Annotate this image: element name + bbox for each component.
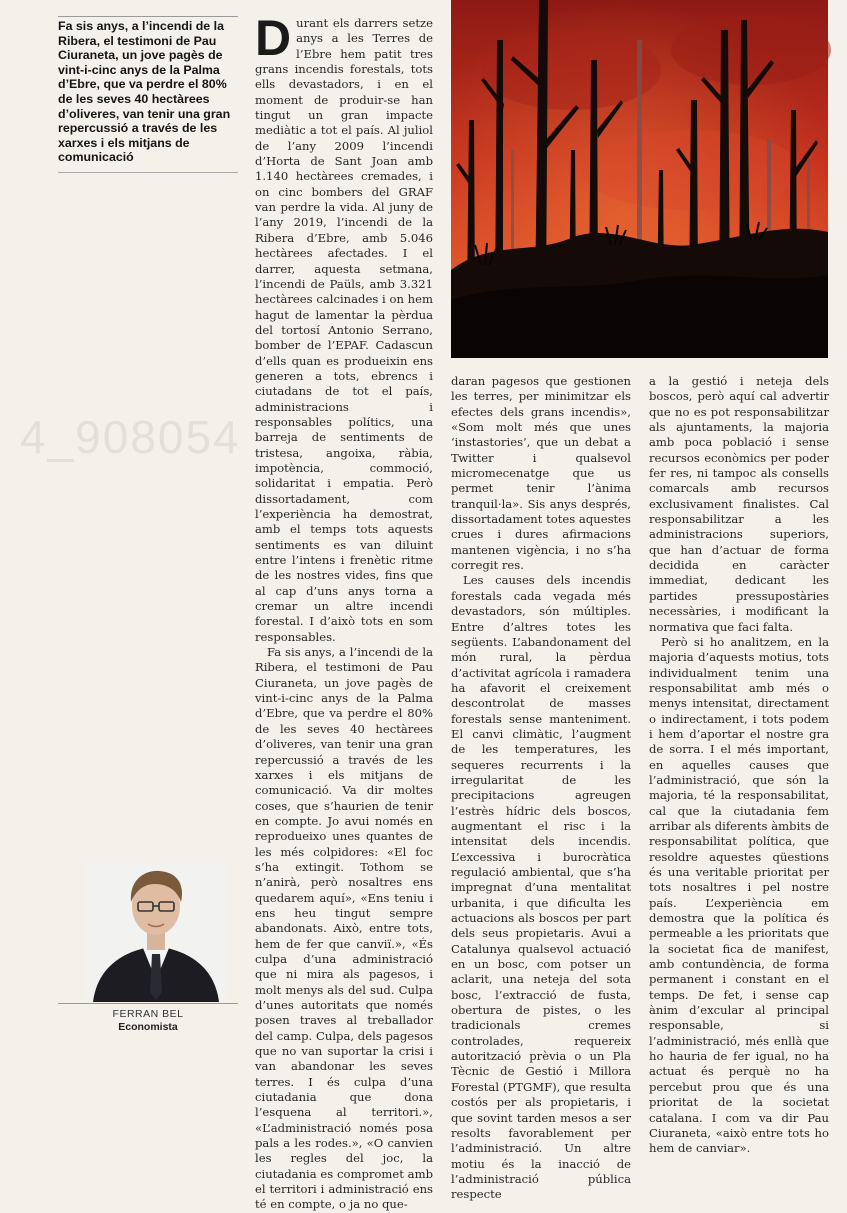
pull-quote-rule [58, 172, 238, 173]
article-paragraph: Però si ho analitzem, en la majoria d’aquests motius, tots individualment tenim una responsabilitat amb més o menys intensitat, directament o indirectament, i tots podem i hem d’aportar el nostre gra de sorra. I el més important, en aquelles causes que l’administració, que són la majoria, té la responsabilitat, cal que la ciutadania fem arribar als diferents àmbits de responsabilitat política, que resoldre aquestes qüestions és una veritable prioritat per tots nosaltres i pel nostre país. L’experiència em demostra que la política és permeable a les prioritats que la societat fica de manifest, amb contundència, de forma permanent i constant en el temps. De fet, i sense cap ànim d’excular al principal responsable, si l’administració, més enllà que ho hauria de fer igual, no ha actuat és perquè no ha percebut prou que és una prioritat de la societat catalana. I com va dir Pau Ciuraneta, «això entre tots ho hem de canviar». [649, 634, 829, 1156]
author-photo [85, 862, 227, 1002]
article-paragraph: Les causes dels incendis forestals cada vegada més devastadors, són múltiples. Entre d’altres totes les següents. L’abandonament del món rural, la pèrdua d’activitat agrícola i ramadera ha afavorit el creixement descontrolat de masses forestals sense manteniment. El canvi climàtic, l’augment de les temperatures, les sequeres recurrents i la irregularitat de les precipitacions agreugen l’estrès hídric dels boscos, augmentant el risc i la intensitat dels incendis. L’excessiva i burocràtica regulació ambiental, que s’ha impregnat d’una mentalitat urbanita, i que dificulta les actuacions als boscos per part dels seus propietaris. Avui a Catalunya qualsevol actuació en un bosc, com potser un aclarit, una neteja del sota bosc, l’extracció de fusta, obertura de pistes, o les tradicionals cremes controlades, requereix autorització prèvia o un Pla Tècnic de Gestió i Millora Forestal (PTGMF), que resulta costós per als propietaris, i que sovint tarden mesos a ser resolts favorablement per l’administració. Un altre motiu és la inacció de l’administració pública respecte [451, 573, 631, 1202]
article-column-3 [649, 374, 829, 1156]
watermark: 4_908054 [20, 411, 241, 463]
article-column-2 [451, 374, 631, 1202]
pull-quote: Fa sis anys, a l’incendi de la Ribera, el testimoni de Pau Ciuraneta, un jove pagès de vint-i-cinc anys de la Palma d’Ebre, que va perdre el 80% de les seves 40 hectàrees d’oliveres, van tenir una gran repercussió a través de les xarxes i els mitjans de comunicació [58, 16, 238, 165]
article-paragraph: daran pagesos que gestionen les terres, per minimitzar els efectes dels grans incendis», «Som molt més que unes ‘instastories’, que un debat a Twitter i qualsevol micromecenatge que us permet tenir l’ànima tranquil·la». Sis anys després, dissortadament totes aquestes crues i dures afirmacions mantenen vigència, i no s’ha corregit res. [451, 374, 631, 573]
article-paragraph: Fa sis anys, a l’incendi de la Ribera, el testimoni de Pau Ciuraneta, un jove pagès de vint-i-cinc anys de la Palma d’Ebre, que va perdre el 80% de les seves 40 hectàrees d’oliveres, van tenir una gran repercussió a través de les xarxes i els mitjans de comunicació. Va dir moltes coses, que s’haurien de tenir en compte. Jo avui només en reprodueixo unes quantes de les més colpidores: «El foc s’ha extingit. Tothom se n’anirà, però nosaltres ens quedarem aquí», «Ens teniu i ens heu tingut sempre abandonats. Això, entre tots, hem de fer que canviï.», «És culpa d’una administració que ni mira als pagesos, i molt menys als del sud. Culpa d’unes autoritats que només posen traves al treballador del camp. Culpa, dels pagesos que no van suportar la crisi i van abandonar les seves terres. I és culpa d’una ciutadania que dona l’esquena al territori.», «L’administració només posa pals a les rodes.», «O canvien les regles del joc, la ciutadania es compromet amb el territori i administració ens té en compte, o ja no que- [255, 645, 433, 1212]
author-rule [58, 1003, 238, 1004]
article-paragraph: a la gestió i neteja dels boscos, però aquí cal advertir que no es pot responsabilitzar als ajuntaments, la majoria amb poca població i sense recursos econòmics per poder fer res, ni tampoc als consells comarcals amb recursos exclusivament finalistes. Cal responsabilitzar a les administracions superiors, que han d’actuar de forma decidida en caràcter immediat, dedicant les partides pressupostàries necessàries, i modificant la normativa que faci falta. [649, 374, 829, 634]
burned-forest-illustration [451, 0, 828, 358]
drop-cap: D [255, 10, 292, 66]
article-paragraph: Durant els darrers setze anys a les Terres de l’Ebre hem patit tres grans incendis forestals, tots ells devastadors, i en el moment de produir-se han tingut un gran impacte mediàtic a tot el país. Al juliol de l’any 2009 l’incendi d’Horta de Sant Joan amb 1.140 hectàrees cremades, i on cinc bombers del GRAF van perdre la vida. Al juny de l’any 2019, l’incendi de la Ribera d’Ebre, amb 5.046 hectàrees afectades. I el darrer, aquesta setmana, l’incendi de Paüls, amb 3.321 hectàrees calcinades i on hem hagut de lamentar la pèrdua del tortosí Antonio Serrano, bomber de l’EPAF. Cadascun d’ells quan es produeixin ens generen a tots, ebrencs i ciutadans de tot el país, administracions i responsables polítics, una barreja de sentiments de tristesa, angoixa, ràbia, impotència, commoció, solidaritat i empatia. Però dissortadament, com l’experiència ha demostrat, amb el temps tots aquests sentiments es van diluint entre l’intens i frenètic ritme de les nostres vides, fins que al cap d’uns anys torna a cremar un altre incendi forestal. I d’això tots en som responsables. [255, 10, 433, 644]
author-name: FERRAN BEL [112, 1008, 184, 1020]
article-column-1 [255, 10, 433, 1212]
author-role: Economista [118, 1021, 178, 1033]
